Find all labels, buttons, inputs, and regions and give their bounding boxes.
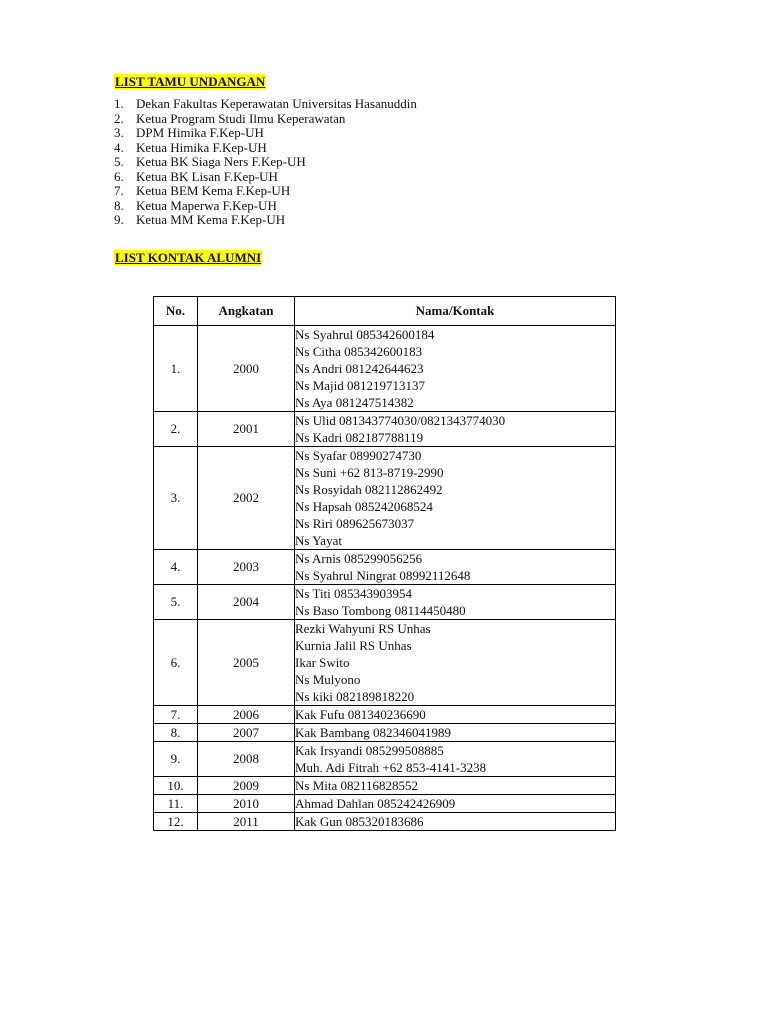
guest-list-item bbox=[114, 155, 417, 170]
row-contacts bbox=[295, 412, 616, 447]
table-row bbox=[154, 412, 616, 447]
contact-line: Muh. Adi Fitrah +62 853-4141-3238 bbox=[295, 760, 487, 775]
table-row bbox=[154, 777, 616, 795]
guest-list bbox=[114, 97, 417, 228]
contact-line: Ns Ulid 081343774030/0821343774030 bbox=[295, 413, 506, 428]
guest-list-item bbox=[114, 126, 417, 141]
guest-item-number: 8. bbox=[114, 197, 124, 213]
guest-item-text: Ketua Program Studi Ilmu Keperawatan bbox=[136, 110, 346, 126]
contact-line: Kak Fufu 081340236690 bbox=[295, 707, 426, 722]
guest-item-text: Dekan Fakultas Keperawatan Universitas Hasanuddin bbox=[136, 96, 417, 111]
header-angkatan: Angkatan bbox=[198, 297, 295, 326]
guest-item-number: 4. bbox=[114, 139, 124, 155]
row-angkatan: 2008 bbox=[198, 742, 295, 777]
contact-line: Ns Andri 081242644623 bbox=[295, 361, 424, 376]
row-contacts bbox=[295, 795, 616, 813]
contact-line: Ns Citha 085342600183 bbox=[295, 344, 423, 359]
contact-line: Ns Titi 085343903954 bbox=[295, 586, 413, 601]
row-angkatan: 2009 bbox=[198, 777, 295, 795]
row-angkatan: 2003 bbox=[198, 550, 295, 585]
table-body bbox=[154, 326, 616, 831]
row-angkatan: 2010 bbox=[198, 795, 295, 813]
table-row bbox=[154, 585, 616, 620]
table-row bbox=[154, 706, 616, 724]
contact-line: Ns Mita 082116828552 bbox=[295, 778, 419, 793]
guest-item-number: 3. bbox=[114, 125, 124, 140]
table-row bbox=[154, 813, 616, 831]
guest-item-text: Ketua Maperwa F.Kep-UH bbox=[136, 197, 277, 213]
contact-line: Ns Rosyidah 082112862492 bbox=[295, 482, 443, 497]
contact-line: Ns kiki 082189818220 bbox=[295, 689, 415, 704]
guest-list-item bbox=[114, 184, 417, 199]
row-angkatan: 2004 bbox=[198, 585, 295, 620]
row-angkatan: 2005 bbox=[198, 620, 295, 706]
row-number: 4. bbox=[154, 550, 198, 585]
row-number: 7. bbox=[154, 706, 198, 724]
contact-line: Ns Syahrul Ningrat 08992112648 bbox=[295, 568, 471, 583]
row-angkatan: 2000 bbox=[198, 326, 295, 412]
row-number: 12. bbox=[154, 813, 198, 831]
row-contacts bbox=[295, 742, 616, 777]
guest-item-number: 9. bbox=[114, 212, 124, 227]
alumni-contact-table bbox=[153, 296, 616, 831]
row-number: 6. bbox=[154, 620, 198, 706]
guest-item-number: 5. bbox=[114, 154, 124, 169]
contact-line: Ns Syahrul 085342600184 bbox=[295, 327, 435, 342]
header-kontak: Nama/Kontak bbox=[295, 297, 616, 326]
contact-line: Ns Kadri 082187788119 bbox=[295, 430, 424, 445]
guest-item-number: 2. bbox=[114, 110, 124, 126]
contact-line: Ns Mulyono bbox=[295, 672, 361, 687]
guest-item-text: Ketua MM Kema F.Kep-UH bbox=[136, 212, 286, 227]
row-number: 3. bbox=[154, 447, 198, 550]
table-row bbox=[154, 447, 616, 550]
contact-line: Ns Arnis 085299056256 bbox=[295, 551, 423, 566]
contact-line: Rezki Wahyuni RS Unhas bbox=[295, 621, 431, 636]
row-number: 9. bbox=[154, 742, 198, 777]
guest-list-item bbox=[114, 141, 417, 156]
row-number: 5. bbox=[154, 585, 198, 620]
contact-line: Ikar Swito bbox=[295, 655, 350, 670]
header-no: No. bbox=[154, 297, 198, 326]
row-number: 1. bbox=[154, 326, 198, 412]
contact-line: Ns Riri 089625673037 bbox=[295, 516, 415, 531]
table-row bbox=[154, 724, 616, 742]
contact-line: Kak Bambang 082346041989 bbox=[295, 725, 451, 740]
guest-list-item bbox=[114, 112, 417, 127]
contact-line: Ns Syafar 08990274730 bbox=[295, 448, 422, 463]
contact-line: Ns Hapsah 085242068524 bbox=[295, 499, 433, 514]
contact-line: Ns Baso Tombong 08114450480 bbox=[295, 603, 466, 618]
contact-line: Ns Majid 081219713137 bbox=[295, 378, 425, 393]
guest-item-text: Ketua BK Siaga Ners F.Kep-UH bbox=[136, 154, 306, 169]
contact-line: Kurnia Jalil RS Unhas bbox=[295, 638, 412, 653]
guest-item-text: Ketua Himika F.Kep-UH bbox=[136, 139, 267, 155]
guest-item-number: 1. bbox=[114, 96, 124, 111]
row-angkatan: 2001 bbox=[198, 412, 295, 447]
guest-list-item bbox=[114, 170, 417, 185]
alumni-contact-heading: LIST KONTAK ALUMNI bbox=[115, 250, 262, 265]
guest-list-heading: LIST TAMU UNDANGAN bbox=[115, 74, 266, 89]
guest-item-text: Ketua BEM Kema F.Kep-UH bbox=[136, 183, 291, 198]
contact-line: Kak Gun 085320183686 bbox=[295, 814, 424, 829]
row-angkatan: 2006 bbox=[198, 706, 295, 724]
row-contacts bbox=[295, 813, 616, 831]
row-contacts bbox=[295, 620, 616, 706]
table-header-row bbox=[154, 297, 616, 326]
table-row bbox=[154, 326, 616, 412]
row-number: 2. bbox=[154, 412, 198, 447]
guest-item-text: Ketua BK Lisan F.Kep-UH bbox=[136, 168, 278, 184]
guest-item-text: DPM Himika F.Kep-UH bbox=[136, 125, 264, 140]
table-row bbox=[154, 620, 616, 706]
contact-line: Kak Irsyandi 085299508885 bbox=[295, 743, 444, 758]
contact-line: Ns Suni +62 813-8719-2990 bbox=[295, 465, 444, 480]
contact-line: Ns Yayat bbox=[295, 533, 342, 548]
guest-list-item bbox=[114, 97, 417, 112]
row-number: 11. bbox=[154, 795, 198, 813]
contact-line: Ns Aya 081247514382 bbox=[295, 395, 414, 410]
guest-list-item bbox=[114, 199, 417, 214]
row-contacts bbox=[295, 777, 616, 795]
guest-item-number: 7. bbox=[114, 183, 124, 198]
row-number: 10. bbox=[154, 777, 198, 795]
table-row bbox=[154, 742, 616, 777]
row-contacts bbox=[295, 706, 616, 724]
table-row bbox=[154, 550, 616, 585]
row-number: 8. bbox=[154, 724, 198, 742]
table-row bbox=[154, 795, 616, 813]
row-contacts bbox=[295, 724, 616, 742]
row-angkatan: 2007 bbox=[198, 724, 295, 742]
row-angkatan: 2011 bbox=[198, 813, 295, 831]
row-contacts bbox=[295, 447, 616, 550]
contact-line: Ahmad Dahlan 085242426909 bbox=[295, 796, 456, 811]
guest-item-number: 6. bbox=[114, 168, 124, 184]
row-angkatan: 2002 bbox=[198, 447, 295, 550]
row-contacts bbox=[295, 550, 616, 585]
guest-list-item bbox=[114, 213, 417, 228]
row-contacts bbox=[295, 326, 616, 412]
row-contacts bbox=[295, 585, 616, 620]
